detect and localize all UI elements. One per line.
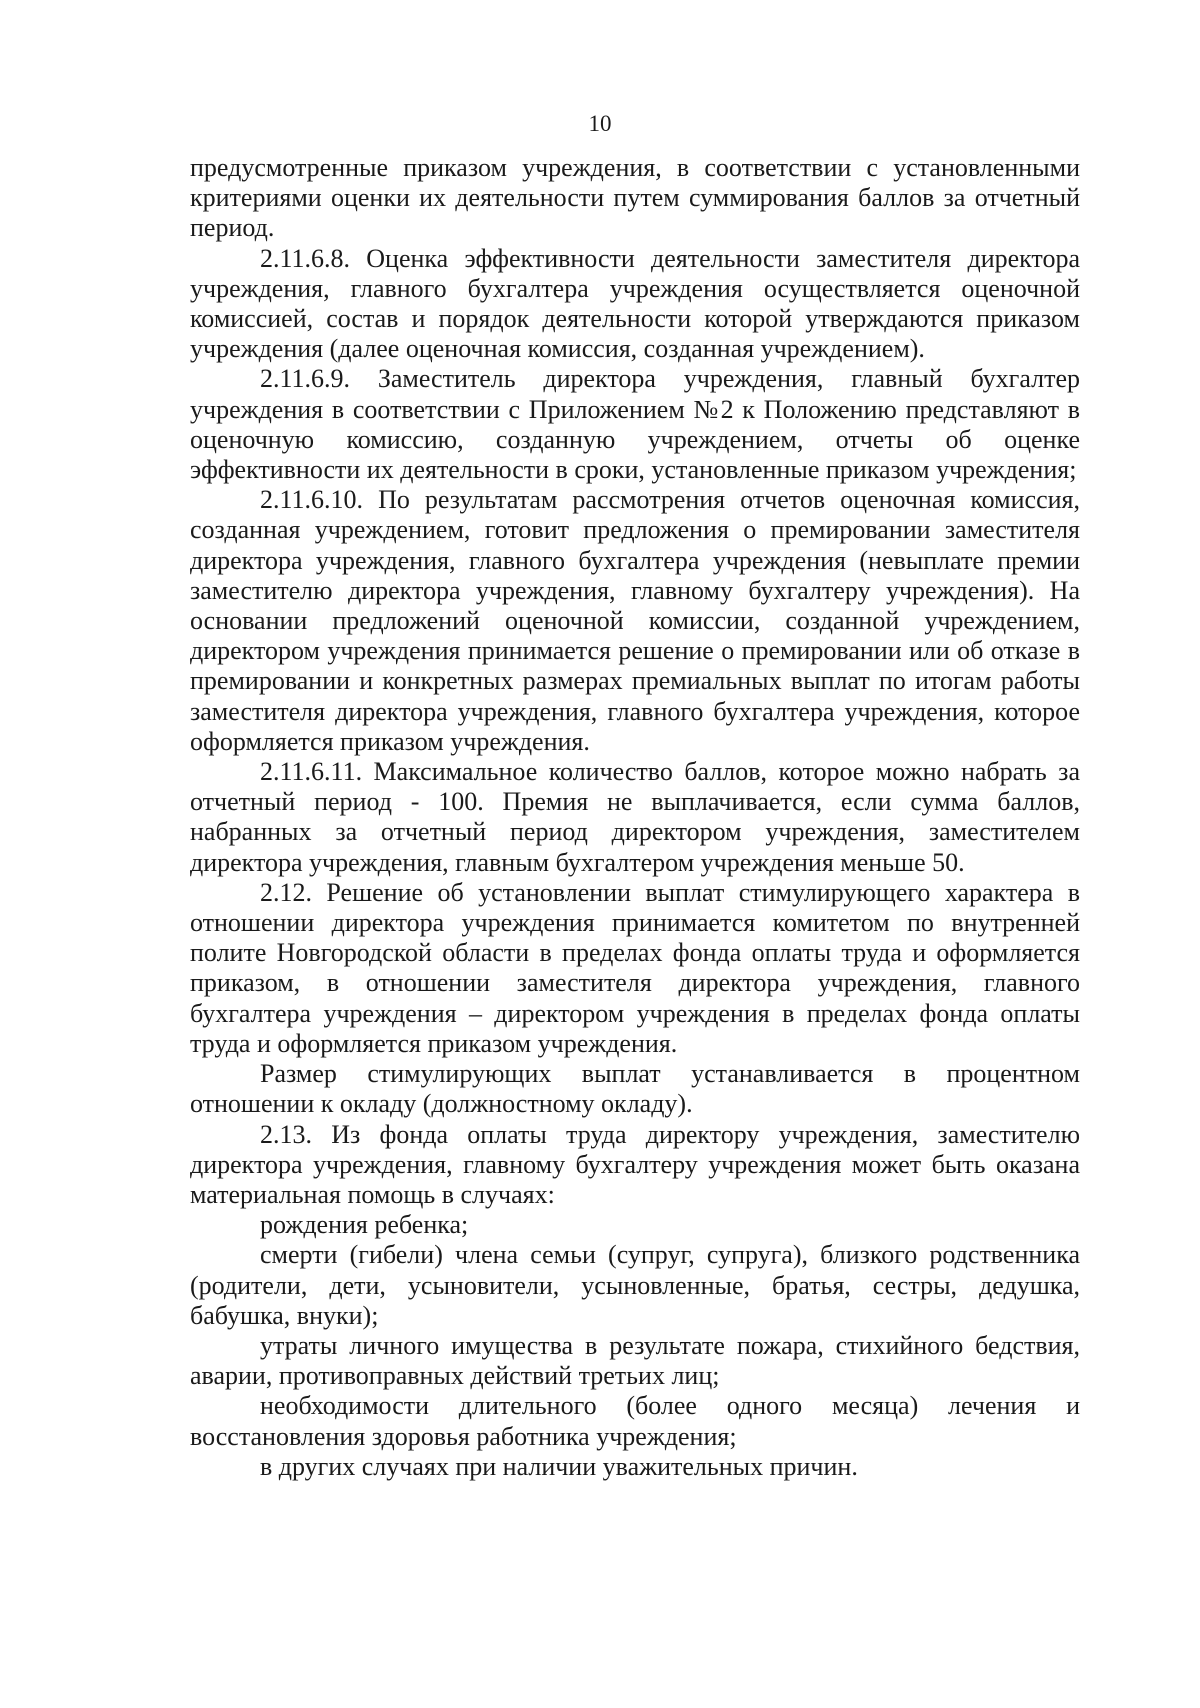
paragraph: 2.11.6.11. Максимальное количество баллов, которое можно набрать за отчетный период - 100. Премия не выплачивается, если сумма баллов, набранных за отчетный период директором учреждения, заместителем директора учреждения, главным бухгалтером учреждения меньше 50. — [190, 757, 1080, 877]
list-item: утраты личного имущества в результате пожара, стихийного бедствия, аварии, противоправных действий третьих лиц; — [190, 1330, 1080, 1391]
document-body — [190, 153, 1080, 1482]
list-item: смерти (гибели) члена семьи (супруг, супруга), близкого родственника (родители, дети, усыновители, усыновленные, братья, сестры, дедушка, бабушка, внуки); — [190, 1240, 1080, 1330]
list-item: в других случаях при наличии уважительных причин. — [260, 1451, 858, 1481]
paragraph: 2.13. Из фонда оплаты труда директору учреждения, заместителю директора учреждения, главному бухгалтеру учреждения может быть оказана материальная помощь в случаях: — [190, 1119, 1080, 1209]
paragraph: 2.11.6.9. Заместитель директора учреждения, главный бухгалтер учреждения в соответствии с Приложением №2 к Положению представляют в оценочную комиссию, созданную учреждением, отчеты об оценке эффективности их деятельности в сроки, установленные приказом учреждения; — [190, 364, 1080, 485]
list-item: рождения ребенка; — [260, 1210, 469, 1240]
list-item: необходимости длительного (более одного месяца) лечения и восстановления здоровья работника учреждения; — [190, 1391, 1080, 1451]
paragraph: 2.11.6.8. Оценка эффективности деятельности заместителя директора учреждения, главного бухгалтера учреждения осуществляется оценочной комиссией, состав и порядок деятельности которой утверждаются приказом учреждения (далее оценочная комиссия, созданная учреждением). — [190, 243, 1080, 364]
paragraph: предусмотренные приказом учреждения, в соответствии с установленными критериями оценки их деятельности путем суммирования баллов за отчетный период. — [190, 153, 1080, 243]
paragraph: 2.11.6.10. По результатам рассмотрения отчетов оценочная комиссия, созданная учреждением, готовит предложения о премировании заместителя директора учреждения, главного бухгалтера учреждения (невыплате премии заместителю директора учреждения, главному бухгалтеру учреждения). На основании предложений оценочной комиссии, созданной учреждением, директором учреждения принимается решение о премировании или об отказе в премировании и конкретных размерах премиальных выплат по итогам работы заместителя директора учреждения, главного бухгалтера учреждения, которое оформляется приказом учреждения. — [190, 485, 1080, 756]
paragraph: 2.12. Решение об установлении выплат стимулирующего характера в отношении директора учреждения принимается комитетом по внутренней полите Новгородской области в пределах фонда оплаты труда и оформляется приказом, в отношении заместителя директора учреждения, главного бухгалтера учреждения – директором учреждения в пределах фонда оплаты труда и оформляется приказом учреждения. — [190, 877, 1080, 1058]
paragraph: Размер стимулирующих выплат устанавливается в процентном отношении к окладу (должностному окладу). — [190, 1059, 1080, 1119]
page-number: 10 — [588, 111, 612, 136]
